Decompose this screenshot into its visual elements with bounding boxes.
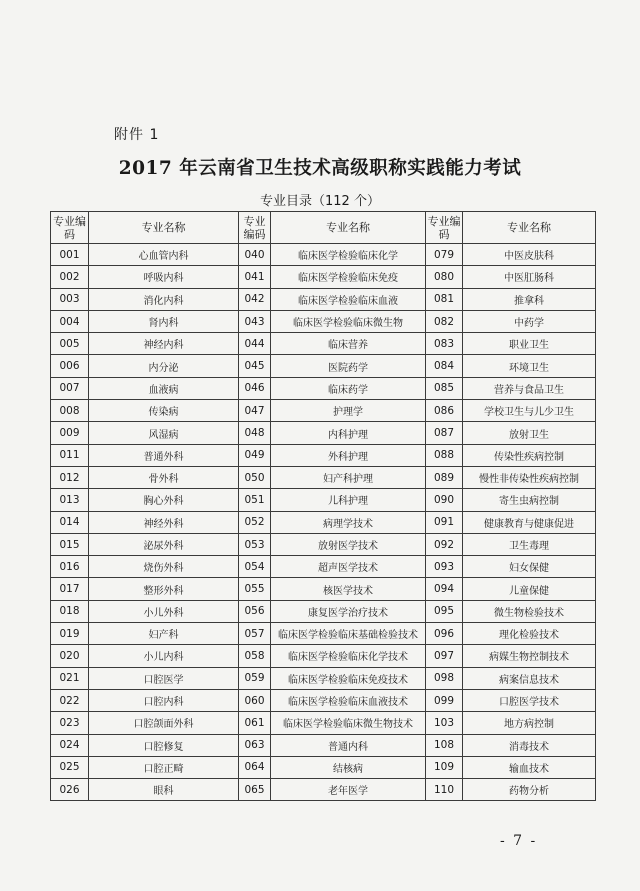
specialty-name: 儿童保健: [463, 578, 596, 600]
specialty-code: 098: [426, 667, 463, 689]
specialty-code: 091: [426, 511, 463, 533]
specialty-name: 临床医学检验临床微生物: [271, 310, 426, 332]
table-row: [51, 244, 596, 266]
specialty-name: 肾内科: [89, 310, 239, 332]
table-row: [51, 623, 596, 645]
specialty-code: 056: [239, 600, 271, 622]
specialty-code: 007: [51, 377, 89, 399]
table-row: [51, 689, 596, 711]
specialty-code: 013: [51, 489, 89, 511]
specialty-name: 理化检验技术: [463, 623, 596, 645]
specialty-code: 019: [51, 623, 89, 645]
specialty-code: 047: [239, 400, 271, 422]
table-header-row: [51, 212, 596, 244]
specialty-code: 003: [51, 288, 89, 310]
table-row: [51, 489, 596, 511]
specialty-code: 011: [51, 444, 89, 466]
table-row: [51, 466, 596, 488]
specialty-code: 006: [51, 355, 89, 377]
header-name: 专业名称: [271, 212, 426, 244]
specialty-code: 042: [239, 288, 271, 310]
specialty-name: 消毒技术: [463, 734, 596, 756]
specialty-code: 002: [51, 266, 89, 288]
specialty-name: 临床医学检验临床微生物技术: [271, 712, 426, 734]
specialty-name: 眼科: [89, 779, 239, 801]
specialty-name: 药物分析: [463, 779, 596, 801]
specialty-code: 051: [239, 489, 271, 511]
specialty-code: 110: [426, 779, 463, 801]
specialty-code: 099: [426, 689, 463, 711]
specialty-name: 临床医学检验临床血液: [271, 288, 426, 310]
table-row: [51, 667, 596, 689]
specialty-name: 神经内科: [89, 333, 239, 355]
table-row: [51, 400, 596, 422]
specialty-name: 内科护理: [271, 422, 426, 444]
specialty-name: 儿科护理: [271, 489, 426, 511]
table-row: [51, 578, 596, 600]
specialty-code: 016: [51, 556, 89, 578]
specialty-code: 015: [51, 533, 89, 555]
specialty-name: 输血技术: [463, 756, 596, 778]
specialty-name: 妇产科护理: [271, 466, 426, 488]
table-row: [51, 712, 596, 734]
specialty-name: 小儿外科: [89, 600, 239, 622]
table-row: [51, 779, 596, 801]
specialty-name: 康复医学治疗技术: [271, 600, 426, 622]
specialty-code: 063: [239, 734, 271, 756]
specialty-name: 放射卫生: [463, 422, 596, 444]
specialty-name: 泌尿外科: [89, 533, 239, 555]
specialty-code: 021: [51, 667, 89, 689]
specialty-name: 慢性非传染性疾病控制: [463, 466, 596, 488]
specialty-name: 风湿病: [89, 422, 239, 444]
specialty-code: 083: [426, 333, 463, 355]
specialty-name: 临床医学检验临床化学: [271, 244, 426, 266]
specialty-name: 结核病: [271, 756, 426, 778]
specialty-name: 传染病: [89, 400, 239, 422]
table-row: [51, 422, 596, 444]
specialty-code: 094: [426, 578, 463, 600]
specialty-name: 普通内科: [271, 734, 426, 756]
specialty-name: 妇女保健: [463, 556, 596, 578]
header-name: 专业名称: [463, 212, 596, 244]
specialty-name: 临床医学检验临床化学技术: [271, 645, 426, 667]
table-row: [51, 266, 596, 288]
specialty-name: 医院药学: [271, 355, 426, 377]
specialty-catalog-table: [50, 211, 596, 801]
specialty-code: 046: [239, 377, 271, 399]
table-row: [51, 734, 596, 756]
specialty-code: 081: [426, 288, 463, 310]
specialty-code: 090: [426, 489, 463, 511]
specialty-name: 推拿科: [463, 288, 596, 310]
table-row: [51, 556, 596, 578]
specialty-code: 084: [426, 355, 463, 377]
specialty-name: 口腔医学: [89, 667, 239, 689]
specialty-code: 059: [239, 667, 271, 689]
specialty-name: 核医学技术: [271, 578, 426, 600]
specialty-code: 052: [239, 511, 271, 533]
specialty-code: 004: [51, 310, 89, 332]
specialty-code: 082: [426, 310, 463, 332]
specialty-name: 临床医学检验临床基础检验技术: [271, 623, 426, 645]
table-row: [51, 600, 596, 622]
specialty-name: 口腔颌面外科: [89, 712, 239, 734]
specialty-name: 微生物检验技术: [463, 600, 596, 622]
document-subtitle: 专业目录（112 个）: [260, 194, 380, 209]
header-code: 专业编码: [426, 212, 463, 244]
specialty-name: 口腔修复: [89, 734, 239, 756]
specialty-name: 烧伤外科: [89, 556, 239, 578]
specialty-code: 079: [426, 244, 463, 266]
header-code: 专业编码: [51, 212, 89, 244]
specialty-name: 寄生虫病控制: [463, 489, 596, 511]
specialty-code: 005: [51, 333, 89, 355]
table-row: [51, 288, 596, 310]
specialty-code: 040: [239, 244, 271, 266]
specialty-code: 017: [51, 578, 89, 600]
specialty-name: 血液病: [89, 377, 239, 399]
specialty-code: 055: [239, 578, 271, 600]
specialty-code: 103: [426, 712, 463, 734]
specialty-name: 放射医学技术: [271, 533, 426, 555]
specialty-code: 095: [426, 600, 463, 622]
specialty-code: 025: [51, 756, 89, 778]
specialty-name: 外科护理: [271, 444, 426, 466]
specialty-name: 病案信息技术: [463, 667, 596, 689]
specialty-code: 020: [51, 645, 89, 667]
specialty-name: 骨外科: [89, 466, 239, 488]
specialty-code: 064: [239, 756, 271, 778]
specialty-code: 041: [239, 266, 271, 288]
specialty-code: 043: [239, 310, 271, 332]
specialty-name: 卫生毒理: [463, 533, 596, 555]
specialty-code: 026: [51, 779, 89, 801]
specialty-name: 内分泌: [89, 355, 239, 377]
specialty-code: 001: [51, 244, 89, 266]
specialty-name: 健康教育与健康促进: [463, 511, 596, 533]
specialty-code: 092: [426, 533, 463, 555]
specialty-code: 087: [426, 422, 463, 444]
specialty-name: 临床医学检验临床血液技术: [271, 689, 426, 711]
specialty-name: 营养与食品卫生: [463, 377, 596, 399]
specialty-name: 病媒生物控制技术: [463, 645, 596, 667]
table-row: [51, 333, 596, 355]
specialty-name: 环境卫生: [463, 355, 596, 377]
specialty-name: 口腔内科: [89, 689, 239, 711]
specialty-code: 089: [426, 466, 463, 488]
specialty-name: 胸心外科: [89, 489, 239, 511]
specialty-code: 088: [426, 444, 463, 466]
specialty-code: 057: [239, 623, 271, 645]
specialty-code: 009: [51, 422, 89, 444]
specialty-name: 病理学技术: [271, 511, 426, 533]
specialty-name: 超声医学技术: [271, 556, 426, 578]
specialty-code: 096: [426, 623, 463, 645]
table-row: [51, 355, 596, 377]
specialty-name: 中医皮肤科: [463, 244, 596, 266]
specialty-code: 060: [239, 689, 271, 711]
table-row: [51, 533, 596, 555]
specialty-code: 024: [51, 734, 89, 756]
table-row: [51, 756, 596, 778]
specialty-name: 老年医学: [271, 779, 426, 801]
specialty-name: 心血管内科: [89, 244, 239, 266]
specialty-name: 职业卫生: [463, 333, 596, 355]
specialty-code: 045: [239, 355, 271, 377]
specialty-code: 086: [426, 400, 463, 422]
specialty-code: 097: [426, 645, 463, 667]
specialty-name: 口腔医学技术: [463, 689, 596, 711]
specialty-code: 049: [239, 444, 271, 466]
document-title: 2017 年云南省卫生技术高级职称实践能力考试: [118, 158, 522, 179]
specialty-name: 地方病控制: [463, 712, 596, 734]
specialty-name: 妇产科: [89, 623, 239, 645]
attachment-label: 附件 1: [114, 127, 160, 143]
specialty-code: 018: [51, 600, 89, 622]
specialty-name: 护理学: [271, 400, 426, 422]
specialty-name: 中药学: [463, 310, 596, 332]
specialty-name: 学校卫生与儿少卫生: [463, 400, 596, 422]
specialty-code: 058: [239, 645, 271, 667]
specialty-code: 085: [426, 377, 463, 399]
specialty-name: 中医肛肠科: [463, 266, 596, 288]
page-number: - 7 -: [500, 833, 538, 849]
specialty-code: 023: [51, 712, 89, 734]
specialty-name: 小儿内科: [89, 645, 239, 667]
specialty-code: 053: [239, 533, 271, 555]
specialty-code: 008: [51, 400, 89, 422]
header-name: 专业名称: [89, 212, 239, 244]
header-code: 专业编码: [239, 212, 271, 244]
specialty-code: 109: [426, 756, 463, 778]
specialty-code: 093: [426, 556, 463, 578]
specialty-code: 054: [239, 556, 271, 578]
specialty-code: 014: [51, 511, 89, 533]
specialty-name: 呼吸内科: [89, 266, 239, 288]
table-row: [51, 444, 596, 466]
specialty-code: 065: [239, 779, 271, 801]
specialty-name: 临床医学检验临床免疫: [271, 266, 426, 288]
specialty-code: 022: [51, 689, 89, 711]
specialty-name: 临床医学检验临床免疫技术: [271, 667, 426, 689]
specialty-code: 061: [239, 712, 271, 734]
table-row: [51, 310, 596, 332]
specialty-name: 临床药学: [271, 377, 426, 399]
table-row: [51, 645, 596, 667]
specialty-code: 044: [239, 333, 271, 355]
specialty-name: 消化内科: [89, 288, 239, 310]
specialty-name: 神经外科: [89, 511, 239, 533]
specialty-name: 整形外科: [89, 578, 239, 600]
specialty-code: 108: [426, 734, 463, 756]
table-row: [51, 511, 596, 533]
specialty-name: 传染性疾病控制: [463, 444, 596, 466]
specialty-code: 080: [426, 266, 463, 288]
specialty-name: 口腔正畸: [89, 756, 239, 778]
table-row: [51, 377, 596, 399]
specialty-code: 012: [51, 466, 89, 488]
specialty-code: 050: [239, 466, 271, 488]
specialty-name: 普通外科: [89, 444, 239, 466]
specialty-name: 临床营养: [271, 333, 426, 355]
specialty-code: 048: [239, 422, 271, 444]
